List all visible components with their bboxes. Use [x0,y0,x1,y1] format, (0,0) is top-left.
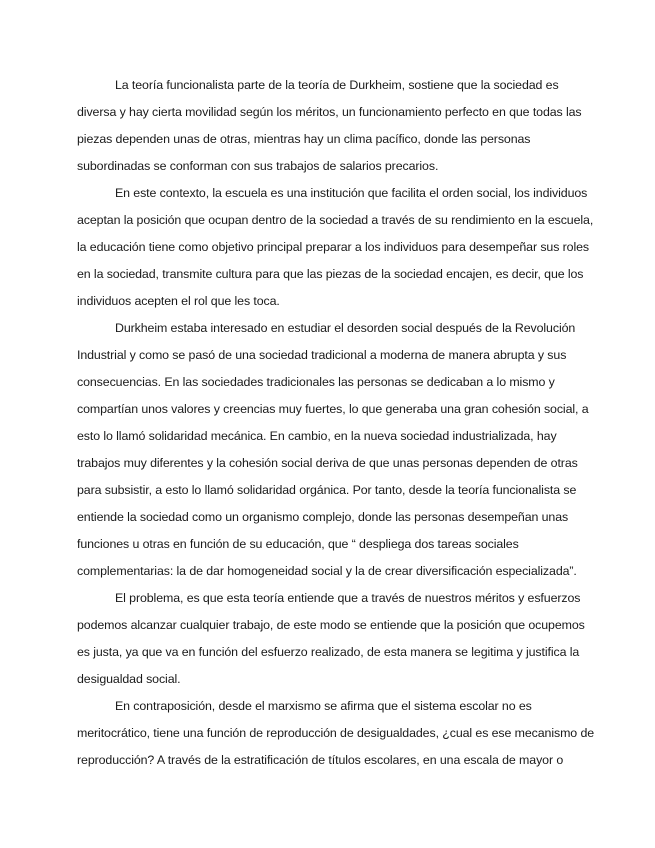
text-line: la educación tiene como objetivo principal preparar a los individuos para desempeñar sus roles [77,240,589,254]
paragraph-functionalist-theory [77,72,581,180]
text-line: En contraposición, desde el marxismo se afirma que el sistema escolar no es [115,699,532,713]
paragraph-durkheim [77,315,589,585]
text-line: podemos alcanzar cualquier trabajo, de este modo se entiende que la posición que ocupemos [77,618,585,632]
text-line: es justa, ya que va en función del esfuerzo realizado, de esta manera se legitima y justifica la [77,645,580,659]
text-line: reproducción? A través de la estratificación de títulos escolares, en una escala de mayor o [77,753,564,767]
text-line: complementarias: la de dar homogeneidad social y la de crear diversificación especializada”. [77,564,577,578]
text-line: El problema, es que esta teoría entiende que a través de nuestros méritos y esfuerzos [115,591,581,605]
text-line: esto lo llamó solidaridad mecánica. En cambio, en la nueva sociedad industrializada, hay [77,429,557,443]
text-line: aceptan la posición que ocupan dentro de la sociedad a través de su rendimiento en la escuela, [77,213,594,227]
text-line: diversa y hay cierta movilidad según los méritos, un funcionamiento perfecto en que todas las [77,105,582,119]
text-line: Durkheim estaba interesado en estudiar el desorden social después de la Revolución [115,321,576,335]
paragraph-marxism [77,693,595,774]
text-line: En este contexto, la escuela es una institución que facilita el orden social, los individuos [115,186,588,200]
text-line: individuos acepten el rol que les toca. [77,294,280,308]
text-line: para subsistir, a esto lo llamó solidaridad orgánica. Por tanto, desde la teoría funcionalista se [77,483,577,497]
text-line: trabajos muy diferentes y la cohesión social deriva de que unas personas dependen de otras [77,456,578,470]
text-line: compartían unos valores y creencias muy fuertes, lo que generaba una gran cohesión social, a [77,402,589,416]
text-line: entiende la sociedad como un organismo complejo, donde las personas desempeñan unas [77,510,569,524]
text-line: subordinadas se conforman con sus trabajos de salarios precarios. [77,159,439,173]
text-line: piezas dependen unas de otras, mientras hay un clima pacífico, donde las personas [77,132,531,146]
paragraph-school-context [77,180,594,315]
text-line: La teoría funcionalista parte de la teoría de Durkheim, sostiene que la sociedad es [115,78,559,92]
text-line: desigualdad social. [77,672,181,686]
text-line: meritocrático, tiene una función de reproducción de desigualdades, ¿cual es ese mecanismo de [77,726,595,740]
paragraph-the-problem [77,585,585,693]
text-line: en la sociedad, transmite cultura para que las piezas de la sociedad encajen, es decir, que los [77,267,584,281]
document-body [77,72,595,774]
text-line: funciones u otras en función de su educación, que “ despliega dos tareas sociales [77,537,519,551]
text-line: Industrial y como se pasó de una sociedad tradicional a moderna de manera abrupta y sus [77,348,567,362]
text-line: consecuencias. En las sociedades tradicionales las personas se dedicaban a lo mismo y [77,375,555,389]
